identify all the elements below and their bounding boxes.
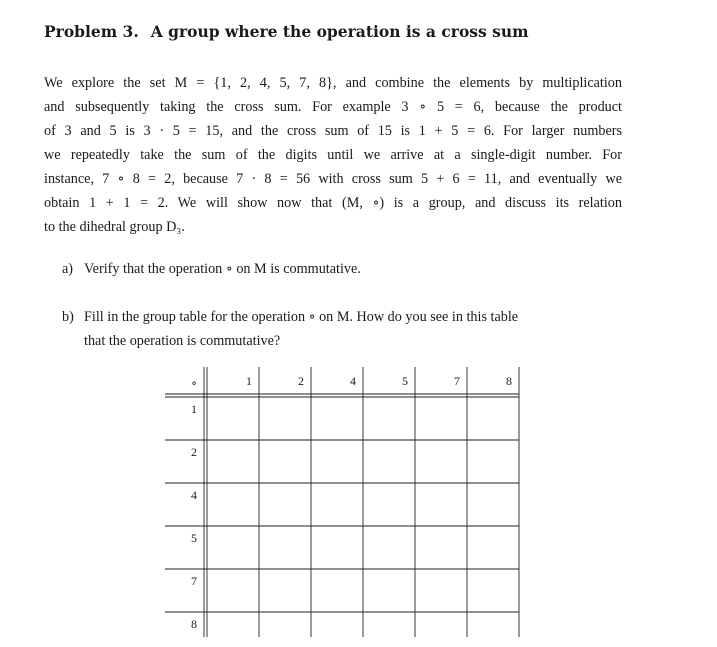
- table-column-header: 7: [454, 374, 460, 388]
- table-row-header: 1: [191, 402, 197, 416]
- group-table: [160, 362, 530, 637]
- part-a-text: Verify that the operation ∘ on M is commutative.: [84, 261, 361, 277]
- intro-line: we repeatedly take the sum of the digits until we arrive at a single-digit number. For: [44, 147, 622, 163]
- intro-paragraph: [44, 71, 622, 239]
- intro-line: obtain 1 + 1 = 2. We will show now that (M, ∘) is a group, and discuss its relation: [44, 195, 622, 211]
- part-b-text-line2: that the operation is commutative?: [84, 333, 281, 349]
- table-column-header: 2: [298, 374, 304, 388]
- intro-line: We explore the set M = {1, 2, 4, 5, 7, 8}, and combine the elements by multiplication: [44, 75, 622, 91]
- table-row-header: 4: [191, 488, 197, 502]
- table-row-header: 8: [191, 617, 197, 631]
- table-column-header: 8: [506, 374, 512, 388]
- table-column-header: 5: [402, 374, 408, 388]
- intro-line: instance, 7 ∘ 8 = 2, because 7 · 8 = 56 with cross sum 5 + 6 = 11, and eventually we: [44, 171, 622, 187]
- table-corner-symbol: ∘: [191, 376, 197, 390]
- part-a-label: a): [62, 261, 74, 277]
- intro-line: of 3 and 5 is 3 · 5 = 15, and the cross sum of 15 is 1 + 5 = 6. For larger numbers: [44, 123, 622, 139]
- table-column-header: 4: [350, 374, 356, 388]
- table-column-header: 1: [246, 374, 252, 388]
- table-row-header: 2: [191, 445, 197, 459]
- intro-line: to the dihedral group D₃.: [44, 219, 185, 235]
- intro-line: and subsequently taking the cross sum. For example 3 ∘ 5 = 6, because the product: [44, 99, 622, 115]
- problem-title: [44, 22, 529, 41]
- problem-number: Problem 3.: [44, 22, 139, 41]
- problem-heading: A group where the operation is a cross sum: [150, 22, 529, 41]
- table-row-header: 5: [191, 531, 197, 545]
- part-b: [62, 305, 622, 353]
- part-a: [62, 257, 361, 281]
- part-b-text-line1: Fill in the group table for the operation ∘ on M. How do you see in this table: [84, 309, 519, 325]
- part-b-label: b): [62, 309, 74, 325]
- table-row-header: 7: [191, 574, 197, 588]
